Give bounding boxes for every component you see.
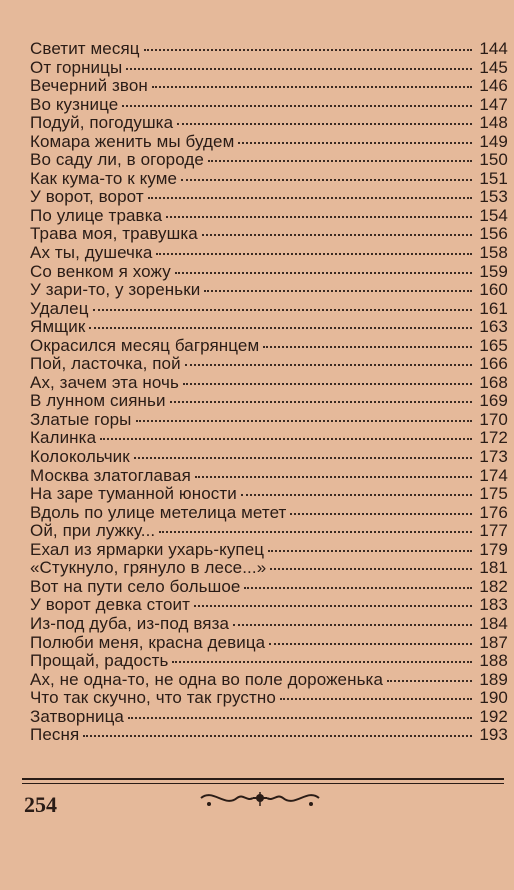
toc-entry-page: 146 [479,76,508,96]
footer-rule-thick [22,778,504,780]
toc-leader-dots [172,661,472,663]
toc-entry-page: 173 [479,447,508,467]
toc-entry [30,225,508,244]
toc-entry-title: Из-под дуба, из-под вяза [30,613,230,633]
toc-entry-page: 154 [479,205,508,225]
toc-entry-title: Окрасился месяц багрянцем [30,335,260,355]
toc-leader-dots [175,272,472,274]
toc-leader-dots [181,179,472,181]
toc-entry-title: Во саду ли, в огороде [30,150,204,170]
toc-entry-title: Пой, ласточка, пой [30,354,181,374]
toc-entry-page: 161 [479,298,508,318]
toc-leader-dots [89,327,472,329]
toc-entry-title: Комара женить мы будем [30,131,235,151]
toc-leader-dots [100,438,472,440]
toc-entry-page: 168 [479,372,508,392]
toc-entry-title: Во кузнице [30,94,119,114]
toc-leader-dots [83,735,472,737]
toc-entry-page: 174 [479,465,508,485]
toc-entry-page: 188 [479,651,508,671]
toc-entry-title: Ах ты, душечка [30,243,153,263]
toc-entry-title: Вдоль по улице метелица метет [30,502,287,522]
toc-entry [30,671,508,690]
toc-entry [30,300,508,319]
toc-leader-dots [148,197,472,199]
toc-entry [30,522,508,541]
toc-entry [30,448,508,467]
toc-entry [30,615,508,634]
toc-entry-page: 160 [479,280,508,300]
toc-entry-title: Удалец [30,298,89,318]
toc-leader-dots [194,605,472,607]
toc-entry-title: Полюби меня, красна девица [30,632,266,652]
toc-leader-dots [202,234,472,236]
toc-leader-dots [136,420,472,422]
toc-entry-title: Вечерний звон [30,76,148,96]
toc-entry-page: 175 [479,484,508,504]
toc-entry [30,634,508,653]
toc-entry [30,726,508,745]
toc-entry [30,708,508,727]
toc-entry-page: 166 [479,354,508,374]
toc-entry [30,559,508,578]
toc-leader-dots [244,587,472,589]
toc-entry [30,244,508,263]
toc-leader-dots [166,216,472,218]
toc-entry [30,355,508,374]
toc-entry-title: «Стукнуло, грянуло в лесе...» [30,558,267,578]
toc-leader-dots [159,531,472,533]
toc-leader-dots [128,717,472,719]
toc-entry-title: Вот на пути село большое [30,576,241,596]
toc-entry-page: 148 [479,113,508,133]
toc-entry [30,207,508,226]
toc-entry-title: В лунном сияньи [30,391,166,411]
toc-entry [30,689,508,708]
toc-entry-page: 147 [479,94,508,114]
toc-entry [30,374,508,393]
toc-entry [30,504,508,523]
toc-entry [30,541,508,560]
toc-entry-title: Песня [30,725,80,745]
toc-entry-page: 153 [479,187,508,207]
toc-entry-title: Прощай, радость [30,651,169,671]
toc-entry [30,578,508,597]
toc-leader-dots [208,160,472,162]
toc-leader-dots [156,253,472,255]
toc-entry-page: 190 [479,688,508,708]
toc-entry-page: 179 [479,539,508,559]
toc-entry [30,40,508,59]
toc-entry-title: У зари-то, у зореньки [30,280,201,300]
toc-entry-title: По улице травка [30,205,163,225]
toc-entry-title: От горницы [30,57,123,77]
toc-entry [30,392,508,411]
toc-entry-title: Ой, при лужку... [30,521,156,541]
toc-entry [30,596,508,615]
toc-entry-page: 156 [479,224,508,244]
toc-entry-page: 144 [479,39,508,58]
toc-leader-dots [152,86,472,88]
toc-entry-title: Как кума-то к куме [30,168,178,188]
toc-entry-page: 145 [479,57,508,77]
toc-entry [30,485,508,504]
toc-entry [30,114,508,133]
toc-leader-dots [170,401,472,403]
toc-entry [30,263,508,282]
toc-entry [30,411,508,430]
toc-leader-dots [185,364,472,366]
toc-leader-dots [238,142,472,144]
toc-entry [30,77,508,96]
footer-rule-thin [22,783,504,784]
toc-entry [30,281,508,300]
toc-entry-page: 163 [479,317,508,337]
toc-entry-title: У ворот, ворот [30,187,144,207]
toc-entry [30,151,508,170]
toc-leader-dots [195,476,472,478]
toc-leader-dots [93,309,472,311]
toc-entry-title: Затворница [30,706,124,726]
toc-entry [30,96,508,115]
toc-leader-dots [134,457,472,459]
toc-entry [30,337,508,356]
toc-entry-page: 181 [479,558,508,578]
toc-entry-page: 149 [479,131,508,151]
toc-leader-dots [280,698,472,700]
toc-leader-dots [233,624,472,626]
toc-entry-page: 177 [479,521,508,541]
toc-entry-title: Со венком я хожу [30,261,171,281]
toc-entry-page: 182 [479,576,508,596]
toc-entry [30,429,508,448]
toc-entry [30,318,508,337]
toc-leader-dots [122,105,472,107]
toc-entry-title: Калинка [30,428,97,448]
toc-leader-dots [144,49,472,51]
page-number: 254 [24,792,57,817]
toc-entry [30,133,508,152]
toc-entry-title: Подуй, погодушка [30,113,174,133]
toc-entry-title: Светит месяц [30,39,140,58]
toc-entry [30,170,508,189]
toc-leader-dots [263,346,472,348]
toc-leader-dots [269,643,472,645]
toc-entry-page: 169 [479,391,508,411]
toc-entry-title: Что так скучно, что так грустно [30,688,276,708]
toc-leader-dots [290,513,472,515]
toc-leader-dots [183,383,472,385]
toc-entry-title: Трава моя, травушка [30,224,198,244]
toc-entry-page: 192 [479,706,508,726]
toc-leader-dots [241,494,472,496]
toc-entry-title: Москва златоглавая [30,465,191,485]
toc-leader-dots [126,68,472,70]
toc-entry-title: Колокольчик [30,447,130,467]
toc-leader-dots [204,290,472,292]
toc-entry-page: 159 [479,261,508,281]
toc-entry-page: 189 [479,669,508,689]
toc-entry-page: 165 [479,335,508,355]
toc-entry-title: Ехал из ярмарки ухарь-купец [30,539,265,559]
toc-leader-dots [387,680,472,682]
toc-entry-title: Ах, не одна-то, не одна во поле дороженька [30,669,384,689]
toc-entry-page: 150 [479,150,508,170]
toc-entry-title: На заре туманной юности [30,484,237,504]
toc-entry-page: 172 [479,428,508,448]
toc-entry-page: 183 [479,595,508,615]
toc-entry [30,188,508,207]
toc-entry-page: 158 [479,243,508,263]
toc-leader-dots [270,568,472,570]
toc-entry-title: Златые горы [30,409,132,429]
toc-entry-title: Ямщик [30,317,86,337]
toc-entry-page: 187 [479,632,508,652]
toc-entry-page: 151 [479,168,508,188]
toc-entry-page: 193 [479,725,508,745]
toc-entry-title: Ах, зачем эта ночь [30,372,179,392]
toc-leader-dots [177,123,472,125]
toc-entry-page: 184 [479,613,508,633]
toc-entry-page: 170 [479,409,508,429]
toc-entry-title: У ворот девка стоит [30,595,190,615]
toc-leader-dots [268,550,472,552]
toc-entry [30,59,508,78]
toc-entry-page: 176 [479,502,508,522]
ornament-flourish-icon [195,786,325,812]
toc-entry [30,652,508,671]
table-of-contents [30,40,508,745]
toc-entry [30,467,508,486]
